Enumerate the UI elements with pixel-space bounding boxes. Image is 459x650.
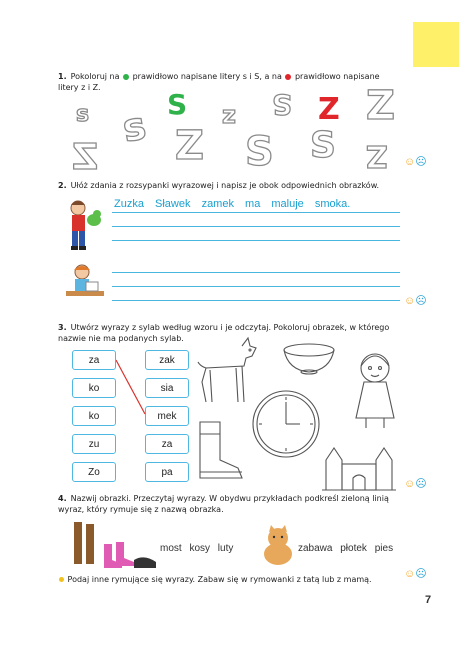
red-dot-icon <box>285 74 291 80</box>
boots-image <box>70 520 158 570</box>
word: Zuzka <box>114 198 144 210</box>
kitten-image <box>260 524 296 566</box>
extra-task: Podaj inne rymujące się wyrazy. Zabaw się w rymowanki z tatą lub z mamą. <box>58 574 398 585</box>
castle-drawing <box>322 440 396 492</box>
self-assessment-1[interactable] <box>404 156 427 168</box>
word: maluje <box>271 198 304 210</box>
syllable-box[interactable]: zak <box>145 350 189 370</box>
syllable-box[interactable]: zu <box>72 434 116 454</box>
self-assessment-2[interactable] <box>404 295 427 307</box>
happy-face-icon[interactable]: ☺ <box>404 156 416 168</box>
syllable-box[interactable]: ko <box>72 378 116 398</box>
letter[interactable]: Z <box>366 83 396 129</box>
happy-face-icon[interactable]: ☺ <box>404 478 416 490</box>
syllable-box[interactable]: sia <box>145 378 189 398</box>
word-scramble <box>114 198 358 210</box>
boy-with-dragon-image <box>64 196 106 252</box>
letter[interactable]: Z <box>366 138 388 173</box>
self-assessment-3[interactable] <box>404 478 427 490</box>
happy-face-icon[interactable]: ☺ <box>404 568 416 580</box>
word: Sławek <box>155 198 191 210</box>
writing-line[interactable] <box>112 272 400 273</box>
task3-instruction: 3. Utwórz wyrazy z sylab według wzoru i je odczytaj. Pokoloruj obrazek, w którego nazwie nie ma podanych sylab. <box>58 323 390 343</box>
task1-instruction: 1. Pokoloruj na prawidłowo napisane litery s i S, a na prawidłowo napisane litery z i Z. <box>58 72 380 92</box>
example-connector-line <box>116 358 146 416</box>
letter[interactable]: s <box>76 102 90 127</box>
letter-colored-green[interactable]: S <box>167 88 188 121</box>
sad-face-icon[interactable]: ☹ <box>415 568 427 580</box>
letter[interactable]: S <box>272 88 293 121</box>
clock-drawing <box>250 388 322 460</box>
bullet-icon <box>59 577 64 582</box>
sad-face-icon[interactable]: ☹ <box>415 156 427 168</box>
self-assessment-4[interactable] <box>404 568 427 580</box>
corner-tab <box>413 22 459 67</box>
syllable-box[interactable]: za <box>72 350 116 370</box>
syllable-box[interactable]: ko <box>72 406 116 426</box>
doll-drawing <box>346 348 404 430</box>
word[interactable]: kosy <box>189 543 211 554</box>
letter[interactable]: S <box>245 129 274 175</box>
rhyme-words-b <box>298 543 398 554</box>
word[interactable]: luty <box>217 543 234 554</box>
syllable-box[interactable]: mek <box>145 406 189 426</box>
syllable-box[interactable]: pa <box>145 462 189 482</box>
word[interactable]: płotek <box>340 543 367 554</box>
word: smoka. <box>314 198 351 210</box>
letter-colored-red[interactable]: Z <box>318 92 340 127</box>
girl-painting-image <box>64 262 106 304</box>
syllable-box[interactable]: Zo <box>72 462 116 482</box>
rhyme-words-a <box>160 543 238 554</box>
green-dot-icon <box>123 74 129 80</box>
boot-drawing <box>192 420 246 482</box>
letter[interactable]: z <box>222 101 236 129</box>
task4-instruction: 4. Nazwij obrazki. Przeczytaj wyrazy. W obydwu przykładach podkreśl zieloną linią wyraz, który rymuje się z nazwą obrazka. <box>58 494 389 514</box>
letter[interactable]: Z <box>175 123 205 169</box>
writing-line[interactable] <box>112 300 400 301</box>
sad-face-icon[interactable]: ☹ <box>415 295 427 307</box>
syllable-box[interactable]: za <box>145 434 189 454</box>
happy-face-icon[interactable]: ☺ <box>404 295 416 307</box>
task2-instruction: 2. Ułóż zdania z rozsypanki wyrazowej i napisz je obok odpowiednich obrazków. <box>58 181 380 190</box>
writing-line[interactable] <box>112 286 400 287</box>
letter[interactable]: S <box>310 125 336 166</box>
bowl-drawing <box>282 342 336 376</box>
word: zamek <box>201 198 234 210</box>
writing-line[interactable] <box>112 240 400 241</box>
sad-face-icon[interactable]: ☹ <box>415 478 427 490</box>
letter[interactable]: Z <box>72 137 99 178</box>
word[interactable]: pies <box>374 543 394 554</box>
word: ma <box>245 198 261 210</box>
writing-line[interactable] <box>112 226 400 227</box>
letter[interactable]: s <box>119 103 150 151</box>
word[interactable]: zabawa <box>298 543 333 554</box>
word[interactable]: most <box>160 543 182 554</box>
writing-line[interactable] <box>112 212 400 213</box>
page-number: 7 <box>425 594 432 606</box>
